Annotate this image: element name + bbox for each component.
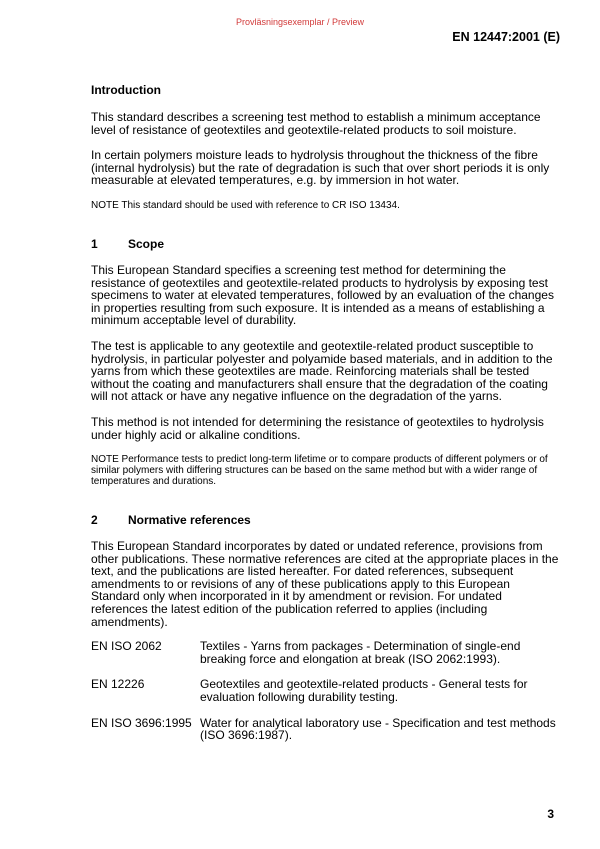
scope-paragraph-2: The test is applicable to any geotextile and geotextile-related product susceptible to hydrolysis, in particular polyester and polyamide based materials, and in addition to the yarns from which these geotextiles are made. Reinforcing materials shall be tested without the coating and manufacturers shall ensure that the degradation of the coating will not attack or have any negative influence on the degradation of the yarns. (91, 338, 553, 404)
scope-heading (91, 237, 561, 252)
reference-code: EN ISO 3696:1995 (91, 715, 192, 730)
scope-number: 1 (91, 236, 98, 251)
intro-note: NOTE This standard should be used with reference to CR ISO 13434. (91, 199, 400, 211)
normative-title: Normative references (128, 513, 251, 528)
scope-paragraph-1: This European Standard specifies a screening test method for determining the resistance of geotextiles and geotextile-related products to hydrolysis by exposing test specimens to water at elevated temperatures, followed by an evaluation of the changes in properties resulting from such exposure. It is intended as a means of establishing a minimum acceptable level of durability. (91, 262, 554, 328)
normative-heading (91, 513, 561, 528)
reference-item (91, 678, 561, 703)
reference-code: EN ISO 2062 (91, 639, 162, 654)
introduction-heading: Introduction (91, 83, 161, 97)
reference-description: Textiles - Yarns from packages - Determination of single-end breaking force and elongation at break (ISO 2062:1993). (200, 639, 521, 666)
normative-number: 2 (91, 513, 98, 528)
intro-paragraph-2: In certain polymers moisture leads to hydrolysis throughout the thickness of the fibre (internal hydrolysis) but the rate of degradation is such that over short periods it is only measurable at elevated temperatures, e.g. by immersion in hot water. (91, 148, 550, 188)
document-id: EN 12447:2001 (E) (452, 30, 560, 44)
reference-item (91, 717, 561, 742)
reference-code: EN 12226 (91, 677, 145, 692)
intro-paragraph-1: This standard describes a screening test method to establish a minimum acceptance level of resistance of geotextiles and geotextile-related products to soil moisture. (91, 110, 541, 137)
reference-list (91, 640, 561, 742)
scope-title: Scope (128, 236, 165, 251)
scope-note: NOTE Performance tests to predict long-term lifetime or to compare products of different polymers or of similar polymers with differing structures can be based on the same method but with a wider range of temperatures and durations. (91, 454, 548, 488)
reference-description: Water for analytical laboratory use - Specification and test methods (ISO 3696:1987). (200, 715, 556, 743)
reference-item (91, 640, 561, 665)
scope-paragraph-3: This method is not intended for determining the resistance of geotextiles to hydrolysis under highly acid or alkaline conditions. (91, 414, 544, 442)
page-number: 3 (547, 807, 554, 821)
preview-watermark: Provläsningsexemplar / Preview (235, 17, 365, 27)
normative-paragraph: This European Standard incorporates by dated or undated reference, provisions from other publications. These normative references are cited at the appropriate places in the text, and the publications are listed hereafter. For dated references, subsequent amendments to or revisions of any of these publications apply to this European Standard only when incorporated in it by amendment or revision. For undated references the latest edition of the publication referred to applies (including amendments). (91, 539, 559, 629)
reference-description: Geotextiles and geotextile-related products - General tests for evaluation following durability testing. (200, 677, 528, 705)
page-content (91, 83, 561, 755)
